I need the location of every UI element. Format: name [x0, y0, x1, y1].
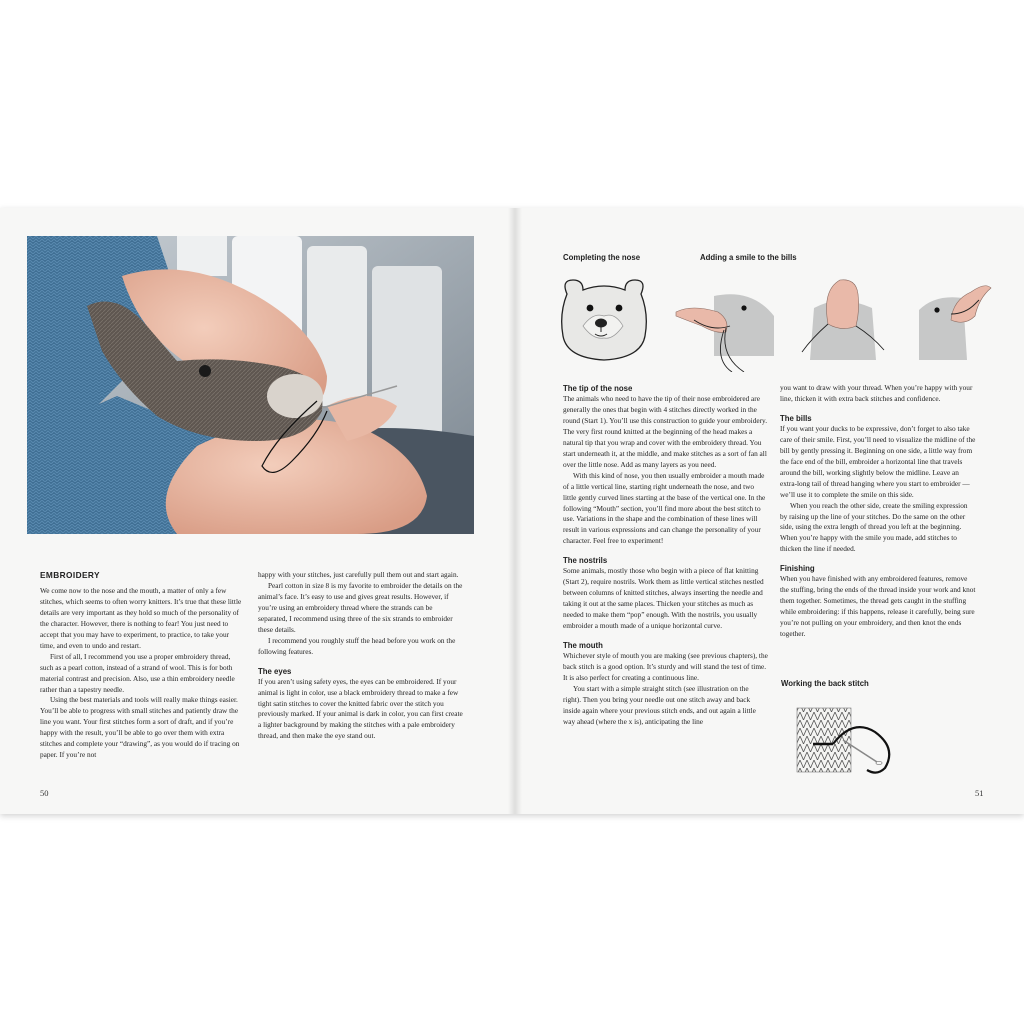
embroidery-photo — [27, 236, 474, 534]
paragraph: When you have finished with any embroidered features, remove the stuffing, bring the ends of the thread inside your work and knot them together. Sometimes, the thread gets caught in the stuffing while embroidering: if this happens, release it carefully, being sure you’re not pulling on your embroidery, and then knot the ends together. — [780, 574, 976, 639]
subheading: The nostrils — [563, 556, 608, 566]
page-number-right: 51 — [975, 788, 984, 798]
subheading: The mouth — [563, 641, 603, 651]
paragraph: Whichever style of mouth you are making (see previous chapters), the back stitch is a good option. It’s sturdy and will stand the test of time. It is also perfect for creating a continuous line. — [563, 651, 768, 682]
paragraph: Using the best materials and tools will really make things easier. You’ll be able to progress with small stitches and patiently draw the line you want. Your first stitches form a sort of draft, and if you’re happy with the result, you’ll be able to go over them with extra stitches and complete your “drawing”, as you would do if tracing on paper. If you’re not — [40, 695, 240, 760]
duck-bill-illustration-3 — [915, 274, 997, 362]
paragraph: you want to draw with your thread. When you’re happy with your line, thicken it with extra back stitches and confidence. — [780, 383, 973, 403]
caption-back-stitch: Working the back stitch — [781, 679, 869, 688]
subheading: The eyes — [258, 666, 292, 676]
section-heading: EMBROIDERY — [40, 570, 100, 580]
book-spread — [0, 208, 1024, 814]
paragraph: If you aren’t using safety eyes, the eyes can be embroidered. If your animal is light in color, use a black embroidery thread to make a few tight satin stitches to cover the knitted fabric over the stitch you previously marked. If your animal is dark in color, you can first create a lighter background by making the stitches with a pale embroidery thread, and then make the eye stand out. — [258, 676, 463, 741]
right-column-1 — [563, 383, 768, 728]
right-column-2 — [780, 383, 976, 640]
page-number-left: 50 — [40, 788, 49, 798]
subheading: Finishing — [780, 564, 815, 574]
paragraph: First of all, I recommend you use a proper embroidery thread, such as a pearl cotton, instead of a strand of wool. This is for both material contrast and precision. Also, use a thin embroidery needle rather than a tapestry needle. — [40, 651, 235, 694]
book-gutter — [508, 208, 522, 814]
caption-smile-bills: Adding a smile to the bills — [700, 253, 797, 262]
left-column-2 — [258, 570, 463, 742]
paragraph: If you want your ducks to be expressive, don’t forget to also take care of their smile. First, you’ll need to visualize the midline of the bill by gently pressing it. Beginning on one side, a little way from the face end of the bill, embroider a horizontal line that travels around the bill, working slightly below the midline. Leave an extra-long tail of thread hanging where you start to embroider — we’ll use it to complete the smile on this side. — [780, 423, 976, 499]
duck-bill-illustration-1 — [672, 286, 776, 372]
paragraph: When you reach the other side, create the smiling expression by raising up the line of your stitches. Do the same on the other side, using the extra length of thread you left at the beginning. When you’re happy with the smile you made, add stitches to thicken the line if needed. — [780, 500, 968, 554]
caption-completing-nose: Completing the nose — [563, 253, 641, 262]
paragraph: The animals who need to have the tip of their nose embroidered are generally the ones that begin with 4 stitches directly worked in the round (Start 1). You’ll use this construction to guide your embroidery. The very first round knitted at the beginning of the head makes a natural tip that you wrap and cover with the embroidery thread. You start underneath it, at the middle, and make stitches as a sort of fan all over the little nose. Add as many layers as you need. — [563, 394, 768, 469]
paragraph: We come now to the nose and the mouth, a matter of only a few stitches, which seems to often worry knitters. It’s true that these little details are very important as they hold so much of the personality of the character. However, there is nothing to fear! You just need to accept that you may have to experiment, to practice, to take your time, and even to undo and restart. — [40, 585, 242, 650]
paragraph: You start with a simple straight stitch (see illustration on the right). Then you bring your needle out one stitch away and back inside again where your previous stitch ends, and out again a little way ahead (where the x is), anticipating the line — [563, 683, 756, 726]
paragraph: Some animals, mostly those who begin with a piece of flat knitting (Start 2), require nostrils. Work them as little vertical stitches nestled between columns of knitted stitches, always inserting the needle and taking it out at the same places. Thicken your stitches as much as needed to make them “pop” enough. With the nostrils, you usually embroider a mouth made of a unique horizontal curve. — [563, 566, 764, 631]
bear-head-illustration — [557, 276, 651, 362]
paragraph: With this kind of nose, you then usually embroider a mouth made of a little vertical line, starting right underneath the nose, and two little gently curved lines starting at the base of the vertical one. In the following “Mouth” section, you’ll find more about the best stitch to use. Variations in the shape and the combination of these lines will result in various expressions and can change the personality of your character. Feel free to experiment! — [563, 470, 766, 546]
paragraph: I recommend you roughly stuff the head before you work on the following features. — [258, 635, 456, 656]
paragraph: Pearl cotton in size 8 is my favorite to embroider the details on the animal’s face. It’s easy to use and gives great results. However, if you’re using an embroidery thread where the strands can be separated, I recommend using three of the six strands to embroider these details. — [258, 580, 463, 634]
paragraph: happy with your stitches, just carefully pull them out and start again. — [258, 570, 459, 579]
subheading: The bills — [780, 413, 812, 423]
subheading: The tip of the nose — [563, 384, 633, 393]
duck-bill-illustration-2 — [800, 274, 886, 362]
back-stitch-illustration — [793, 704, 903, 776]
left-column-1 — [40, 570, 245, 761]
